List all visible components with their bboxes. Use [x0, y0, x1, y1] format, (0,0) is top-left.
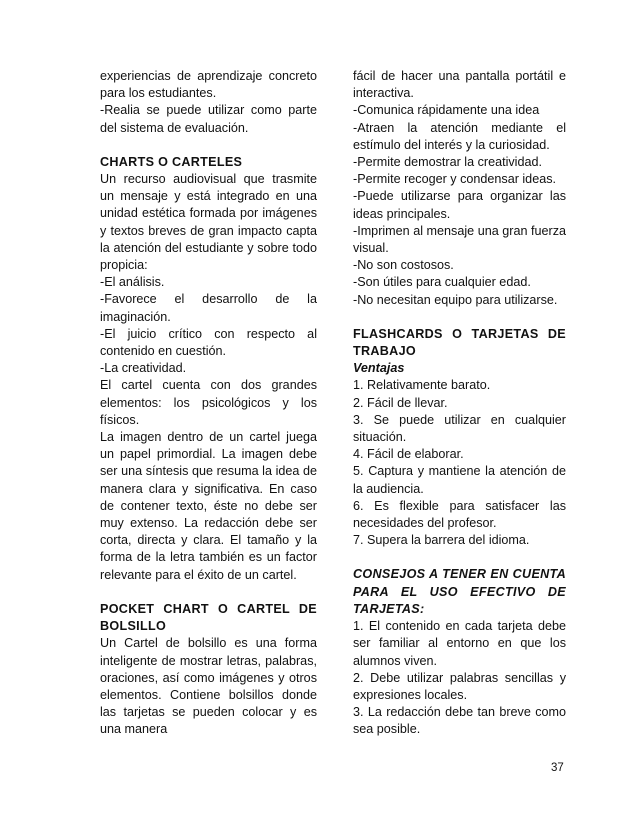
pocket-chart-heading: POCKET CHART O CARTEL DE BOLSILLO	[100, 601, 317, 634]
list-item: -Favorece el desarrollo de la imaginación.	[100, 292, 317, 324]
list-item: 3. Se puede utilizar en cualquier situación.	[353, 412, 566, 445]
list-item: 7. Supera la barrera del idioma.	[353, 533, 530, 548]
intro-item: -Realia se puede utilizar como parte del sistema de evaluación.	[100, 103, 317, 135]
list-item: 2. Fácil de llevar.	[353, 395, 448, 410]
continuation-paragraph: fácil de hacer una pantalla portátil e interactiva.	[353, 69, 566, 101]
charts-heading: CHARTS O CARTELES	[100, 154, 243, 169]
list-item: 2. Debe utilizar palabras sencillas y expresiones locales.	[353, 670, 566, 702]
list-item: -No son costosos.	[353, 258, 454, 273]
list-item: 6. Es flexible para satisfacer las necesidades del profesor.	[353, 498, 566, 531]
charts-paragraph: El cartel cuenta con dos grandes elementos: los psicológicos y los físicos.	[100, 378, 317, 427]
list-item: 1. El contenido en cada tarjeta debe ser familiar al entorno en que los alumnos viven.	[353, 619, 566, 668]
list-item: -El juicio crítico con respecto al contenido en cuestión.	[100, 326, 317, 359]
list-item: -Imprimen al mensaje una gran fuerza visual.	[353, 223, 566, 256]
page-number: 37	[551, 762, 564, 774]
list-item: 1. Relativamente barato.	[353, 378, 491, 393]
list-item: 4. Fácil de elaborar.	[353, 447, 464, 462]
intro-paragraph: experiencias de aprendizaje concreto para los estudiantes.	[100, 69, 317, 101]
consejos-heading: CONSEJOS A TENER EN CUENTA PARA EL USO EFECTIVO DE TARJETAS:	[353, 567, 566, 616]
list-item: -Comunica rápidamente una idea	[353, 103, 540, 118]
list-item: 3. La redacción debe tan breve como sea posible.	[353, 705, 566, 737]
list-item: -Son útiles para cualquier edad.	[353, 275, 531, 290]
list-item: -Atraen la atención mediante el estímulo del interés y la curiosidad.	[353, 120, 566, 152]
list-item: 5. Captura y mantiene la atención de la audiencia.	[353, 464, 566, 496]
list-item: -La creatividad.	[100, 361, 187, 376]
flashcards-heading: FLASHCARDS O TARJETAS DE TRABAJO	[353, 326, 566, 359]
list-item: -El análisis.	[100, 275, 165, 290]
list-item: -No necesitan equipo para utilizarse.	[353, 292, 558, 307]
charts-body: Un recurso audiovisual que trasmite un mensaje y está integrado en una unidad estética formada por imágenes y textos breves de gran impacto capta la atención del estudiante y sobre todo propicia:	[100, 172, 317, 273]
list-item: -Puede utilizarse para organizar las ideas principales.	[353, 189, 566, 221]
list-item: -Permite demostrar la creatividad.	[353, 155, 542, 170]
charts-paragraph: La imagen dentro de un cartel juega un papel primordial. La imagen debe ser una síntesis que resuma la idea de manera clara y significativa. En caso de contener texto, éste no debe ser muy extenso. La redacción debe ser corta, directa y clara. El tamaño y la forma de la letra también es un factor relevante para el éxito de un cartel.	[100, 430, 317, 582]
pocket-chart-body: Un Cartel de bolsillo es una forma inteligente de mostrar letras, palabras, oraciones, así como imágenes y otros elementos. Contiene bolsillos donde las tarjetas se pueden colocar y es una manera	[100, 636, 317, 737]
ventajas-subheading: Ventajas	[353, 361, 405, 376]
right-column	[353, 68, 566, 739]
left-column	[100, 68, 317, 739]
list-item: -Permite recoger y condensar ideas.	[353, 172, 556, 187]
